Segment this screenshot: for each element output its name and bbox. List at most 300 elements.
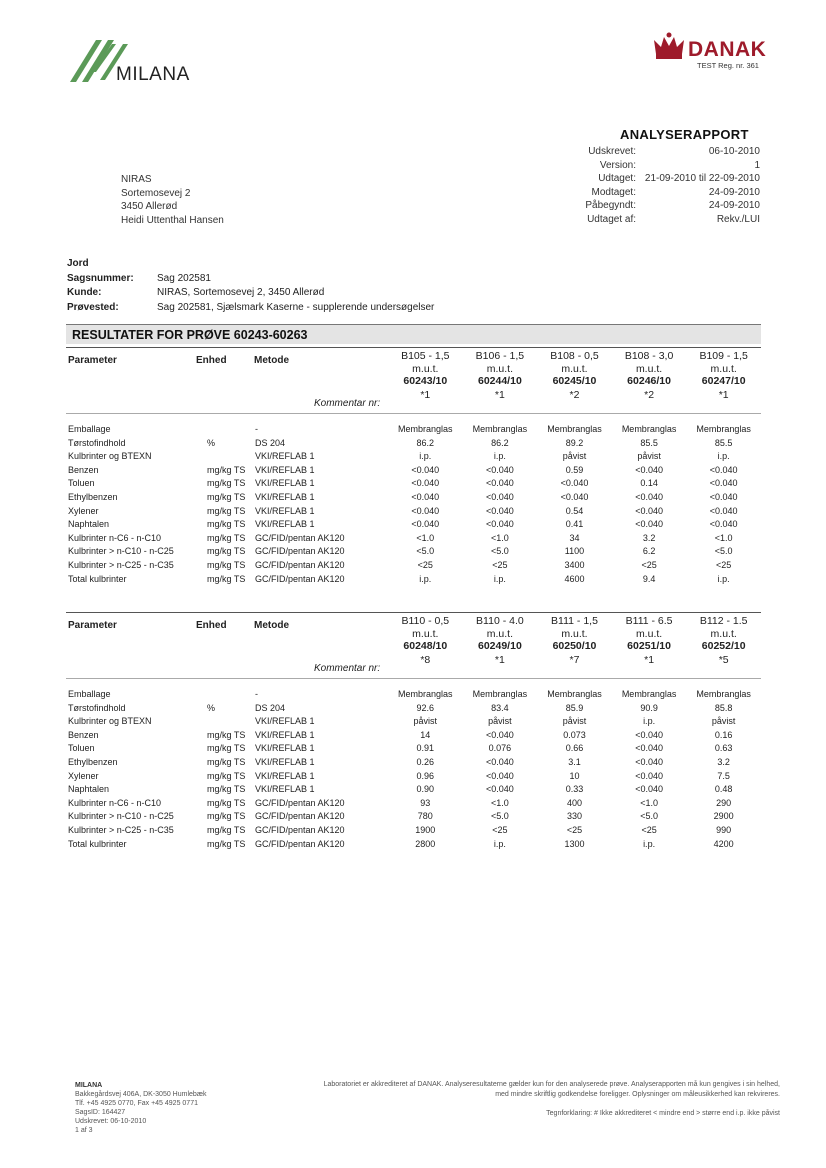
- row-value: 85.8: [714, 702, 733, 713]
- row-value: Membranglas: [696, 689, 751, 699]
- row-method: VKI/REFLAB 1: [255, 756, 315, 767]
- row-method: DS 204: [255, 702, 286, 713]
- row-method: -: [255, 424, 258, 434]
- table-row: [66, 729, 761, 743]
- row-value: Membranglas: [696, 424, 751, 434]
- row-value: 83.4: [491, 702, 509, 713]
- row-value: <0.040: [635, 729, 663, 740]
- row-parameter: Kulbrinter > n-C10 - n-C25: [68, 811, 174, 822]
- row-value: 4200: [713, 838, 734, 849]
- row-parameter: Total kulbrinter: [68, 838, 127, 849]
- meta-row: [560, 199, 760, 213]
- row-value: 92.6: [416, 702, 435, 713]
- footer-notice: [314, 1080, 780, 1119]
- row-value: 3.2: [717, 756, 730, 767]
- sample-comment: *8: [420, 653, 431, 666]
- row-method: GC/FID/pentan AK120: [255, 559, 345, 570]
- row-parameter: Tørstofindhold: [68, 702, 126, 713]
- row-value: 2900: [713, 811, 734, 822]
- unit-header: Enhed: [196, 620, 227, 631]
- sample-number: 60248/10: [403, 640, 448, 652]
- info-value: NIRAS, Sortemosevej 2, 3450 Allerød: [157, 287, 325, 298]
- row-unit: mg/kg TS: [207, 546, 246, 557]
- row-method: VKI/REFLAB 1: [255, 770, 315, 781]
- row-value: <0.040: [635, 770, 663, 781]
- row-method: VKI/REFLAB 1: [255, 716, 315, 727]
- sample-name: B108 - 0,5: [550, 350, 599, 362]
- row-value: <0.040: [411, 491, 440, 502]
- table-row: [66, 505, 761, 519]
- row-value: <5.0: [416, 546, 435, 557]
- table-header: [66, 347, 761, 411]
- row-method: -: [255, 689, 258, 699]
- sample-number: 60249/10: [477, 640, 522, 652]
- row-parameter: Kulbrinter > n-C25 - n-C35: [68, 559, 174, 570]
- row-value: 85.5: [640, 437, 658, 448]
- row-value: <0.040: [411, 464, 440, 475]
- row-value: 1100: [564, 546, 585, 557]
- row-value: 0.96: [416, 770, 435, 781]
- row-unit: mg/kg TS: [207, 797, 246, 808]
- sample-column: [686, 613, 761, 677]
- sample-column: [537, 348, 612, 412]
- row-method: GC/FID/pentan AK120: [255, 824, 345, 835]
- row-value: 290: [716, 797, 732, 808]
- meta-value: 24-09-2010: [708, 200, 760, 211]
- row-unit: mg/kg TS: [207, 478, 246, 489]
- sample-comment: *5: [718, 653, 729, 666]
- row-value: Membranglas: [621, 689, 677, 699]
- row-value: <1.0: [416, 532, 435, 543]
- brand-name: MILANA: [116, 64, 190, 85]
- footer-line: Bakkegårdsvej 406A, DK-3050 Humlebæk: [75, 1091, 207, 1098]
- parameter-header: Parameter: [68, 620, 117, 631]
- row-method: GC/FID/pentan AK120: [255, 532, 345, 543]
- header-divider: [66, 413, 761, 414]
- row-value: <0.040: [709, 491, 738, 502]
- sample-column: [463, 348, 538, 412]
- table-row: [66, 702, 761, 716]
- sample-comment: *1: [420, 388, 431, 401]
- abbreviations: Tegnforklaring: # Ikke akkrediteret < mindre end > større end i.p. ikke påvist: [546, 1110, 780, 1117]
- table-row: [66, 491, 761, 505]
- table-row: [66, 797, 761, 811]
- sample-name: B111 - 1,5: [551, 615, 598, 627]
- row-value: påvist: [637, 451, 661, 462]
- table-body: [66, 688, 761, 851]
- footer-company: [75, 1081, 207, 1135]
- sample-name: B109 - 1,5: [699, 350, 748, 362]
- row-parameter: Toluen: [68, 478, 95, 489]
- row-method: VKI/REFLAB 1: [255, 784, 315, 795]
- row-parameter: Emballage: [68, 689, 111, 699]
- row-value: <0.040: [486, 478, 514, 489]
- row-value: 34: [569, 532, 580, 543]
- row-unit: mg/kg TS: [207, 464, 246, 475]
- row-value: <0.040: [635, 505, 663, 516]
- footer-line: Tlf. +45 4925 0770, Fax +45 4925 0771: [75, 1100, 198, 1107]
- row-value: <1.0: [714, 532, 733, 543]
- comment-header: Kommentar nr:: [314, 398, 381, 409]
- sample-comment: *2: [644, 388, 655, 401]
- row-unit: mg/kg TS: [207, 559, 246, 570]
- row-parameter: Benzen: [68, 729, 99, 740]
- row-value: Membranglas: [621, 424, 677, 434]
- sample-name: B110 - 4.0: [476, 615, 524, 627]
- row-value: <0.040: [411, 519, 440, 530]
- row-value: 0.14: [640, 478, 658, 489]
- danak-label: DANAK: [688, 38, 767, 61]
- sample-comment: *2: [569, 388, 580, 401]
- row-value: <0.040: [560, 491, 589, 502]
- row-value: 85.9: [565, 702, 584, 713]
- sample-number: 60244/10: [477, 375, 522, 387]
- row-value: 90.9: [640, 702, 658, 713]
- sample-name: B112 - 1.5: [699, 615, 748, 627]
- meta-value: 1: [754, 159, 760, 171]
- row-value: i.p.: [419, 573, 432, 584]
- sample-comment: *7: [569, 653, 580, 666]
- row-parameter: Xylener: [68, 770, 99, 781]
- row-value: <25: [492, 824, 508, 835]
- row-value: <0.040: [486, 491, 514, 502]
- sample-comment: *1: [644, 653, 655, 666]
- sample-number: 60252/10: [701, 640, 746, 652]
- info-label: Kunde:: [67, 287, 102, 298]
- row-value: 7.5: [717, 770, 730, 781]
- sample-column: [537, 613, 612, 677]
- sample-name: B111 - 6.5: [625, 615, 673, 627]
- method-header: Metode: [254, 620, 289, 631]
- table-header: [66, 612, 761, 676]
- table-row: [66, 477, 761, 491]
- row-value: <0.040: [486, 756, 514, 767]
- row-unit: mg/kg TS: [207, 519, 246, 530]
- matrix-label: Jord: [67, 258, 89, 269]
- header-divider: [66, 678, 761, 679]
- row-value: i.p.: [643, 716, 656, 727]
- row-value: 0.63: [714, 743, 733, 754]
- row-value: 0.59: [565, 464, 584, 475]
- meta-value: Rekv./LUI: [716, 213, 760, 225]
- row-value: 990: [716, 824, 732, 835]
- table-row: [66, 838, 761, 852]
- footer-company-name: MILANA: [75, 1082, 103, 1089]
- row-method: GC/FID/pentan AK120: [255, 838, 345, 849]
- table-row: [66, 573, 761, 587]
- method-header: Metode: [254, 355, 289, 366]
- row-value: 86.2: [491, 437, 509, 448]
- row-parameter: Kulbrinter n-C6 - n-C10: [68, 797, 162, 808]
- row-value: 89.2: [565, 437, 584, 448]
- table-row: [66, 756, 761, 770]
- sample-number: 60247/10: [701, 375, 746, 387]
- sample-info: [67, 257, 434, 315]
- address-line: Sortemosevej 2: [121, 187, 191, 199]
- sample-comment: *1: [494, 653, 505, 666]
- sample-number: 60245/10: [552, 375, 597, 387]
- meta-label: Modtaget:: [591, 186, 636, 198]
- row-unit: [207, 423, 255, 437]
- row-method: GC/FID/pentan AK120: [255, 546, 345, 557]
- sample-column: [388, 348, 463, 412]
- row-value: påvist: [711, 716, 736, 727]
- row-value: 86.2: [416, 437, 435, 448]
- row-value: påvist: [562, 451, 587, 462]
- row-parameter: Emballage: [68, 424, 111, 434]
- row-parameter: Naphtalen: [68, 784, 110, 795]
- results-title: RESULTATER FOR PRØVE 60243-60263: [72, 328, 308, 342]
- danak-registration: TEST Reg. nr. 361: [697, 61, 759, 70]
- results-heading: [66, 324, 761, 344]
- row-value: 0.90: [416, 784, 435, 795]
- row-method: VKI/REFLAB 1: [255, 491, 315, 502]
- sample-name: B105 - 1,5: [401, 350, 450, 362]
- table-row: [66, 464, 761, 478]
- footer-line: 1 af 3: [75, 1127, 93, 1134]
- row-value: 1300: [564, 838, 585, 849]
- meta-row: [560, 145, 760, 159]
- row-value: påvist: [413, 716, 438, 727]
- row-method: VKI/REFLAB 1: [255, 743, 315, 754]
- sample-ref: m.u.t.: [710, 362, 737, 375]
- row-value: 93: [420, 797, 431, 808]
- address-line: 3450 Allerød: [121, 201, 178, 212]
- table-row: [66, 742, 761, 756]
- row-value: i.p.: [419, 451, 432, 462]
- results-table-1: [66, 347, 761, 586]
- table-row: [66, 532, 761, 546]
- row-value: 0.076: [488, 743, 512, 754]
- sample-comment: *1: [494, 388, 505, 401]
- row-value: Membranglas: [398, 424, 453, 434]
- row-parameter: Kulbrinter > n-C10 - n-C25: [68, 546, 174, 557]
- row-method: GC/FID/pentan AK120: [255, 797, 345, 808]
- row-value: <0.040: [635, 491, 663, 502]
- row-unit: mg/kg TS: [207, 770, 246, 781]
- table-row: [66, 770, 761, 784]
- meta-row: [560, 159, 760, 173]
- comment-header: Kommentar nr:: [314, 663, 381, 674]
- row-value: <0.040: [709, 464, 738, 475]
- row-unit: mg/kg TS: [207, 729, 246, 740]
- info-row: [67, 286, 434, 301]
- parameter-header: Parameter: [68, 355, 117, 366]
- address-line: Heidi Uttenthal Hansen: [121, 214, 224, 226]
- row-value: Membranglas: [398, 689, 453, 699]
- table-row: [66, 423, 761, 437]
- row-parameter: Tørstofindhold: [68, 437, 126, 448]
- sample-column: [463, 613, 538, 677]
- row-unit: mg/kg TS: [207, 824, 246, 835]
- row-value: <1.0: [491, 797, 509, 808]
- row-unit: mg/kg TS: [207, 743, 246, 754]
- row-value: Membranglas: [472, 424, 528, 434]
- table-row: [66, 559, 761, 573]
- row-method: VKI/REFLAB 1: [255, 505, 315, 516]
- sample-column: [388, 613, 463, 677]
- meta-label: Udtaget af:: [587, 213, 636, 225]
- row-value: 3400: [564, 559, 585, 570]
- row-value: <5.0: [714, 546, 733, 557]
- row-unit: mg/kg TS: [207, 573, 246, 584]
- row-unit: mg/kg TS: [207, 811, 246, 822]
- sample-columns: [388, 613, 761, 677]
- row-unit: mg/kg TS: [207, 532, 246, 543]
- row-unit: mg/kg TS: [207, 838, 246, 849]
- row-unit: %: [207, 437, 216, 448]
- sample-comment: *1: [718, 388, 729, 401]
- row-method: GC/FID/pentan AK120: [255, 573, 345, 584]
- row-value: 0.41: [565, 519, 584, 530]
- row-unit: mg/kg TS: [207, 491, 246, 502]
- row-value: <0.040: [635, 756, 663, 767]
- row-value: 330: [566, 811, 582, 822]
- info-value: Sag 202581: [157, 272, 211, 284]
- row-parameter: Kulbrinter og BTEXN: [68, 451, 152, 462]
- row-value: 10: [569, 770, 580, 781]
- row-value: 9.4: [642, 573, 656, 584]
- row-parameter: Ethylbenzen: [68, 491, 118, 502]
- row-value: Membranglas: [472, 689, 528, 699]
- row-unit: [207, 688, 255, 702]
- table-body: [66, 423, 761, 586]
- row-value: <0.040: [635, 743, 663, 754]
- row-value: <0.040: [709, 505, 738, 516]
- row-value: <0.040: [635, 464, 663, 475]
- row-value: <25: [716, 559, 732, 570]
- meta-value: 06-10-2010: [708, 146, 760, 157]
- table-row: [66, 688, 761, 702]
- row-unit: [207, 450, 255, 464]
- row-value: <1.0: [640, 797, 658, 808]
- row-value: i.p.: [493, 838, 506, 849]
- row-value: <5.0: [640, 811, 658, 822]
- row-parameter: Xylener: [68, 505, 99, 516]
- meta-label: Udskrevet:: [588, 146, 636, 157]
- meta-label: Version:: [599, 159, 636, 171]
- row-parameter: Toluen: [68, 743, 95, 754]
- row-method: VKI/REFLAB 1: [255, 451, 315, 462]
- row-value: 3.2: [642, 532, 656, 543]
- table-row: [66, 518, 761, 532]
- row-value: <0.040: [635, 519, 663, 530]
- sample-number: 60250/10: [552, 640, 597, 652]
- row-method: VKI/REFLAB 1: [255, 519, 315, 530]
- meta-value: 21-09-2010 til 22-09-2010: [644, 173, 760, 184]
- table-row: [66, 545, 761, 559]
- sample-name: B106 - 1,5: [475, 350, 525, 362]
- table-row: [66, 450, 761, 464]
- row-value: påvist: [562, 716, 587, 727]
- row-unit: mg/kg TS: [207, 756, 246, 767]
- sample-ref: m.u.t.: [710, 627, 737, 640]
- row-value: <0.040: [486, 784, 514, 795]
- row-value: <0.040: [486, 464, 514, 475]
- row-value: 0.91: [416, 743, 435, 754]
- row-value: Membranglas: [547, 689, 602, 699]
- sample-number: 60243/10: [403, 375, 448, 387]
- row-value: i.p.: [643, 838, 656, 849]
- unit-header: Enhed: [196, 355, 227, 366]
- recipient-address: [121, 173, 224, 227]
- row-value: 0.16: [714, 729, 733, 740]
- row-value: 0.33: [565, 784, 584, 795]
- meta-row: [560, 186, 760, 200]
- report-title: ANALYSERAPPORT: [620, 127, 749, 142]
- meta-label: Udtaget:: [598, 173, 636, 184]
- row-value: <0.040: [486, 729, 514, 740]
- row-unit: mg/kg TS: [207, 784, 246, 795]
- row-value: 6.2: [642, 546, 656, 557]
- row-value: 0.073: [563, 729, 586, 740]
- sample-number: 60251/10: [627, 640, 671, 652]
- row-parameter: Kulbrinter n-C6 - n-C10: [68, 532, 162, 543]
- row-value: <0.040: [486, 519, 514, 530]
- info-label: Sagsnummer:: [67, 272, 134, 284]
- info-row: [67, 301, 434, 316]
- accreditation-notice: Laboratoriet er akkrediteret af DANAK. Analyseresultaterne gælder kun for den analyserede prøve. Analyserapporten må kun gengives i sin helhed, med mindre skriftlig godkendelse foreligger. Oplysninger om måleusikkerhed kan rekvireres.: [323, 1081, 780, 1098]
- row-value: 85.5: [714, 437, 733, 448]
- row-parameter: Naphtalen: [68, 519, 110, 530]
- row-unit: %: [207, 702, 216, 713]
- row-value: <0.040: [560, 478, 589, 489]
- row-value: 14: [420, 729, 431, 740]
- sample-name: B110 - 0,5: [401, 615, 450, 627]
- sample-ref: m.u.t.: [412, 627, 439, 640]
- row-value: i.p.: [717, 573, 730, 584]
- row-value: <1.0: [491, 532, 509, 543]
- sample-column: [612, 613, 687, 677]
- sample-ref: m.u.t.: [486, 362, 514, 375]
- row-value: i.p.: [493, 451, 506, 462]
- row-value: 400: [566, 797, 582, 808]
- row-value: 2800: [415, 838, 436, 849]
- row-parameter: Ethylbenzen: [68, 756, 118, 767]
- row-value: 0.54: [565, 505, 584, 516]
- row-value: <5.0: [491, 546, 509, 557]
- row-value: 780: [417, 811, 433, 822]
- row-unit: [207, 715, 255, 729]
- row-value: <25: [641, 559, 657, 570]
- row-value: <0.040: [486, 770, 514, 781]
- sample-name: B108 - 3,0: [624, 350, 674, 362]
- footer-line: SagsID: 164427: [75, 1109, 126, 1116]
- footer-line: Udskrevet: 06-10-2010: [75, 1118, 147, 1125]
- row-value: 0.26: [416, 756, 435, 767]
- row-parameter: Kulbrinter > n-C25 - n-C35: [68, 824, 174, 835]
- row-value: 4600: [564, 573, 585, 584]
- results-table-2: [66, 612, 761, 851]
- info-label: Prøvested:: [67, 301, 119, 313]
- row-value: i.p.: [493, 573, 506, 584]
- row-method: VKI/REFLAB 1: [255, 729, 315, 740]
- table-row: [66, 810, 761, 824]
- row-value: <0.040: [411, 478, 440, 489]
- sample-ref: m.u.t.: [561, 627, 588, 640]
- sample-ref: m.u.t.: [561, 362, 588, 375]
- row-value: <25: [417, 559, 433, 570]
- row-value: <5.0: [491, 811, 509, 822]
- row-value: <0.040: [411, 505, 440, 516]
- sample-columns: [388, 348, 761, 412]
- table-row: [66, 437, 761, 451]
- row-value: <0.040: [635, 784, 663, 795]
- table-row: [66, 715, 761, 729]
- row-value: <25: [492, 559, 508, 570]
- info-row: [67, 272, 434, 287]
- row-value: <0.040: [709, 478, 738, 489]
